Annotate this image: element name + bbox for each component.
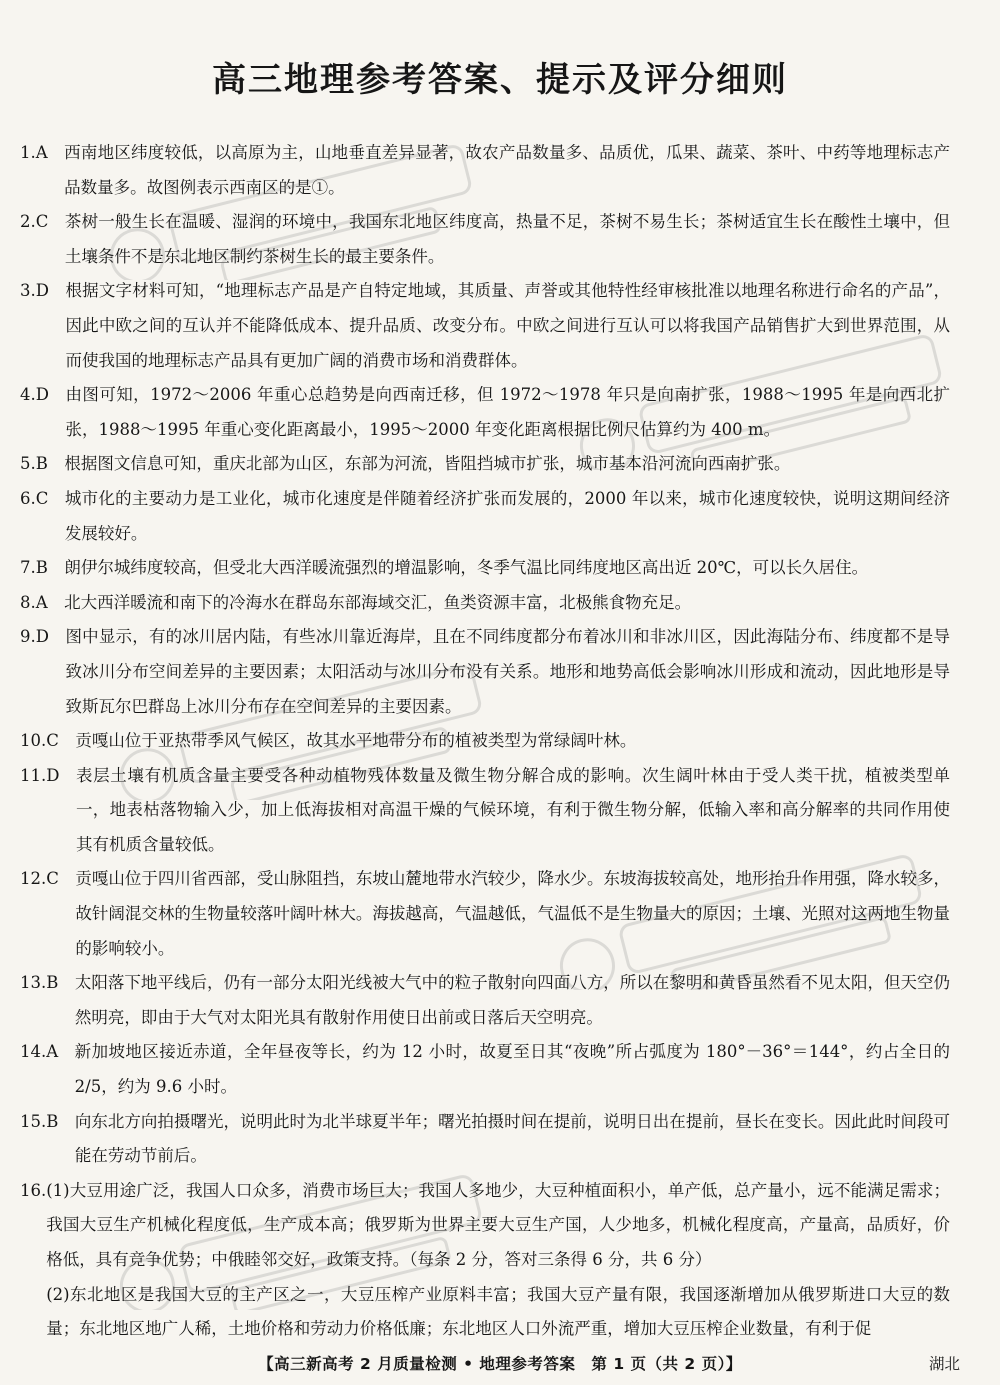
page-footer [0,1352,1000,1382]
answer-item [20,378,950,447]
footer-region: 湖北 [928,1355,960,1373]
answer-text: 根据文字材料可知，“地理标志产品是产自特定地域，其质量、声誉或其他特性经审核批准以地理名称进行命名的产品”，因此中欧之间的互认并不能降低成本、提升品质、改变分布。中欧之间进行互认可以将我国产品销售扩大到世界范围，从而使我国的地理标志产品具有更加广阔的消费市场和消费群体。 [65,281,950,370]
answer-subpart: (1)大豆用途广泛，我国人口众多，消费市场巨大；我国人多地少，大豆种植面积小，单产低，总产量小，远不能满足需求；我国大豆生产机械化程度低，生产成本高；俄罗斯为世界主要大豆生产国，人少地多，机械化程度高，产量高，品质好，价格低，具有竞争优势；中俄睦邻交好，政策支持。（每条 2 分，答对三条得 6 分，共 6 分） [46,1180,950,1269]
answer-item [20,724,950,759]
answer-subpart: (2)东北地区是我国大豆的主产区之一，大豆压榨产业原料丰富；我国大豆产量有限，我国逐渐增加从俄罗斯进口大豆的数量；东北地区地广人稀，土地价格和劳动力价格低廉；东北地区人口外流严重，增加大豆压榨企业数量，有利于促 [46,1284,950,1339]
answer-text: 根据图文信息可知，重庆北部为山区，东部为河流，皆阻挡城市扩张，城市基本沿河流向西南扩张。 [64,454,791,474]
answer-text: 城市化的主要动力是工业化，城市化速度是伴随着经济扩张而发展的，2000 年以来，城市化速度较快，说明这期间经济发展较好。 [64,488,950,543]
answer-number: 11.D [20,765,76,785]
answer-number: 7.B [20,558,65,578]
answer-text: 向东北方向拍摄曙光，说明此时为北半球夏半年；曙光拍摄时间在提前，说明日出在提前，昼长在变长。因此此时间段可能在劳动节前后。 [74,1111,950,1166]
answer-item [20,482,950,551]
answer-number: 2.C [20,212,65,232]
answer-text: 表层土壤有机质含量主要受各种动植物残体数量及微生物分解合成的影响。次生阔叶林由于受人类干扰，植被类型单一，地表枯落物输入少，加上低海拔相对高温干燥的气候环境，有利于微生物分解，低输入率和高分解率的共同作用使其有机质含量较低。 [75,765,950,854]
answer-number: 4.D [20,385,66,405]
answer-item [20,586,950,621]
answer-item [20,274,950,378]
page-title: 高三地理参考答案、提示及评分细则 [212,60,788,100]
answer-text: 北大西洋暖流和南下的冷海水在群岛东部海域交汇，鱼类资源丰富，北极熊食物充足。 [64,592,692,612]
answer-item [20,205,950,274]
answer-item [20,1174,950,1347]
answer-item [20,759,950,863]
answer-text: 图中显示，有的冰川居内陆，有些冰川靠近海岸，且在不同纬度都分布着冰川和非冰川区，因此海陆分布、纬度都不是导致冰川分布空间差异的主要因素；太阳活动与冰川分布没有关系。地形和地势高低会影响冰川形成和流动，因此地形是导致斯瓦尔巴群岛上冰川分布存在空间差异的主要因素。 [65,627,950,716]
answer-number: 6.C [20,488,65,508]
answer-number: 8.A [20,592,65,612]
answer-item [20,447,950,482]
answer-item [20,1105,950,1174]
answer-number: 14.A [20,1042,75,1062]
answer-text: 西南地区纬度较低，以高原为主，山地垂直差异显著，故农产品数量多、品质优，瓜果、蔬菜、茶叶、中药等地理标志产品数量多。故图例表示西南区的是①。 [64,143,950,197]
answer-item [20,966,950,1035]
answer-text: 茶树一般生长在温暖、湿润的环境中，我国东北地区纬度高，热量不足，茶树不易生长；茶树适宜生长在酸性土壤中，但土壤条件不是东北地区制约茶树生长的最主要条件。 [64,212,950,266]
answer-number: 5.B [20,454,65,474]
answer-item [20,136,950,205]
answer-item [20,862,950,966]
answer-number: 10.C [20,731,76,751]
answer-text: 新加坡地区接近赤道，全年昼夜等长，约为 12 小时，故夏至日其“夜晚”所占弧度为 180°－36°＝144°，约占全日的 2/5，约为 9.6 小时。 [74,1042,950,1097]
answer-item [20,620,950,724]
answer-item [20,551,950,586]
footer-caption: 【高三新高考 2 月质量检测 • 地理参考答案 第 1 页（共 2 页）】 [258,1355,742,1373]
answer-number: 3.D [20,281,66,301]
answer-item [20,1035,950,1104]
answer-text: 太阳落下地平线后，仍有一部分太阳光线被大气中的粒子散射向四面八方，所以在黎明和黄昏虽然看不见太阳，但天空仍然明亮，即由于大气对太阳光具有散射作用使日出前或日落后天空明亮。 [74,973,950,1027]
answer-number: 13.B [20,973,75,993]
answer-number: 9.D [20,627,66,647]
answer-text-group [46,1174,950,1347]
answer-list [20,136,950,1347]
answer-number: 1.A [20,143,65,162]
answer-number: 16. [20,1180,47,1200]
answer-number: 15.B [20,1111,75,1131]
answer-text: 朗伊尔城纬度较高，但受北大西洋暖流强烈的增温影响，冬季气温比同纬度地区高出近 20℃，可以长久居住。 [64,558,869,578]
answer-text: 贡嘎山位于四川省西部，受山脉阻挡，东坡山麓地带水汽较少，降水少。东坡海拔较高处，地形抬升作用强，降水较多，故针阔混交林的生物量较落叶阔叶林大。海拔越高，气温越低，气温低不是生物量大的原因；土壤、光照对这两地生物量的影响较小。 [75,869,950,958]
answer-number: 12.C [20,869,76,889]
answer-text: 贡嘎山位于亚热带季风气候区，故其水平地带分布的植被类型为常绿阔叶林。 [75,731,637,751]
answer-text: 由图可知，1972～2006 年重心总趋势是向西南迁移，但 1972～1978 年只是向南扩张，1988～1995 年是向西北扩张，1988～1995 年重心变化距离最小，1995～2000 年变化距离根据比例尺估算约为 400 m。 [65,385,950,439]
